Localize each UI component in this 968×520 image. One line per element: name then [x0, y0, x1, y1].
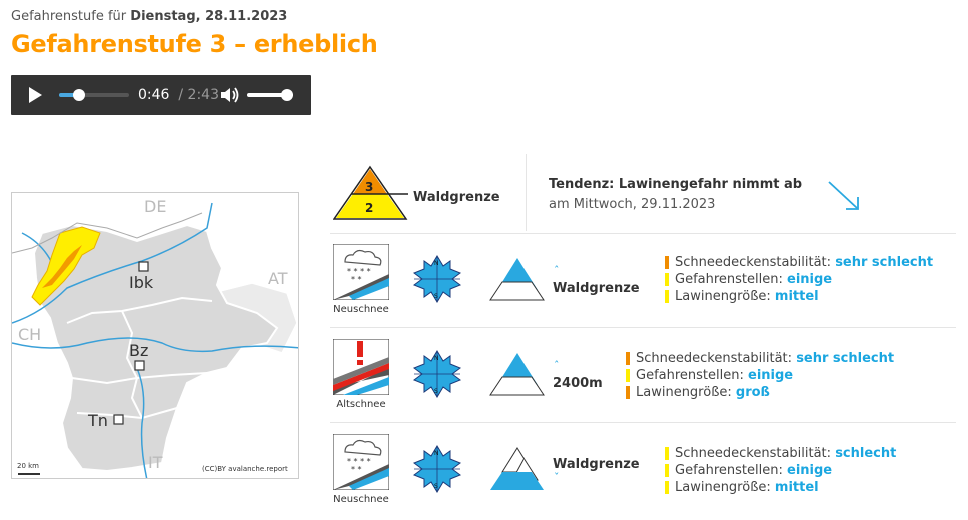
attr-size: Lawinengröße: mittel	[665, 479, 896, 496]
date-value: Dienstag, 28.11.2023	[130, 9, 288, 24]
seek-bar-knob[interactable]	[73, 89, 85, 101]
attr-size: Lawinengröße: mittel	[665, 288, 933, 305]
aspect-compass-icon	[412, 254, 462, 304]
problem-attributes	[665, 254, 933, 305]
svg-text:* *: * *	[351, 465, 362, 474]
svg-text:S: S	[434, 483, 438, 490]
arrow-down-right-icon	[826, 180, 862, 212]
region-map[interactable]	[11, 192, 299, 479]
new-snow-icon	[333, 244, 389, 300]
attr-color-bar	[626, 369, 630, 382]
map-label-tn: Tn	[88, 411, 108, 430]
new-snow-icon	[333, 434, 389, 490]
divider	[526, 154, 527, 231]
svg-text:* * * *: * * * *	[347, 457, 371, 466]
problem-type-label: Neuschnee	[333, 304, 389, 315]
persistent-weak-layer-icon	[333, 339, 389, 395]
elevation-above-icon	[488, 252, 546, 302]
problem-attributes	[665, 445, 896, 496]
time-separator: /	[178, 87, 184, 103]
map-credit: (CC)BY avalanche.report	[202, 465, 288, 473]
problem-elevation-label: 2400m	[553, 376, 603, 391]
region-map-graphic	[12, 193, 299, 479]
summary-elevation-label: Waldgrenze	[413, 190, 500, 205]
attr-color-bar	[665, 273, 669, 286]
map-label-at: AT	[268, 269, 288, 288]
caret-up-icon: ˆ	[554, 359, 560, 372]
audio-player	[11, 75, 311, 115]
attr-color-bar	[626, 386, 630, 399]
svg-text:N: N	[434, 450, 439, 457]
aspect-compass-icon	[412, 349, 462, 399]
total-time: 2:43	[187, 87, 219, 103]
map-label-ibk: Ibk	[129, 273, 154, 292]
play-icon[interactable]	[26, 86, 46, 104]
danger-level-upper: 3	[365, 180, 374, 194]
problem-row	[330, 434, 960, 520]
elevation-below-icon	[488, 442, 546, 492]
map-scale: 20 km	[17, 462, 40, 470]
attr-frequency: Gefahrenstellen: einige	[665, 462, 896, 479]
svg-text:S: S	[434, 388, 438, 395]
aspect-compass-icon	[412, 444, 462, 494]
attr-stability: Schneedeckenstabilität: schlecht	[665, 445, 896, 462]
attr-color-bar	[665, 464, 669, 477]
tendency-title: Tendenz: Lawinengefahr nimmt ab	[549, 177, 803, 192]
current-time: 0:46	[138, 87, 170, 103]
time-display	[138, 87, 219, 103]
volume-slider[interactable]	[247, 93, 293, 97]
city-marker-ibk	[139, 262, 148, 271]
problem-type-label: Neuschnee	[333, 494, 389, 505]
svg-text:S: S	[434, 293, 438, 300]
problem-row	[330, 244, 960, 332]
problem-elevation-label: Waldgrenze	[553, 457, 640, 472]
danger-level-lower: 2	[365, 201, 374, 215]
attr-color-bar	[665, 447, 669, 460]
problem-type-label: Altschnee	[336, 399, 386, 410]
attr-frequency: Gefahrenstellen: einige	[626, 367, 894, 384]
svg-text:* *: * *	[351, 275, 362, 284]
seek-bar[interactable]	[59, 93, 129, 97]
city-marker-tn	[114, 415, 123, 424]
attr-size: Lawinengröße: groß	[626, 384, 894, 401]
attr-color-bar	[665, 256, 669, 269]
problem-elevation-label: Waldgrenze	[553, 281, 640, 296]
divider	[330, 422, 956, 423]
attr-frequency: Gefahrenstellen: einige	[665, 271, 933, 288]
svg-text:N: N	[434, 260, 439, 267]
attr-color-bar	[665, 481, 669, 494]
map-label-it: IT	[148, 453, 163, 472]
attr-color-bar	[665, 290, 669, 303]
tendency-date: am Mittwoch, 29.11.2023	[549, 197, 716, 212]
date-line	[11, 9, 287, 24]
caret-down-icon: ˇ	[554, 471, 560, 484]
date-prefix: Gefahrenstufe für	[11, 9, 127, 24]
map-label-bz: Bz	[129, 341, 149, 360]
map-label-de: DE	[144, 197, 167, 216]
divider	[330, 233, 956, 234]
problem-row	[330, 339, 960, 427]
caret-up-icon: ˆ	[554, 264, 560, 277]
attr-stability: Schneedeckenstabilität: sehr schlecht	[626, 350, 894, 367]
attr-color-bar	[626, 352, 630, 365]
danger-level-headline: Gefahrenstufe 3 – erheblich	[11, 30, 378, 58]
elevation-above-icon	[488, 347, 546, 397]
svg-text:N: N	[434, 355, 439, 362]
city-marker-bz	[135, 361, 144, 370]
divider	[330, 327, 956, 328]
svg-text:* * * *: * * * *	[347, 267, 371, 276]
map-label-ch: CH	[18, 325, 42, 344]
volume-icon[interactable]	[220, 86, 240, 104]
attr-stability: Schneedeckenstabilität: sehr schlecht	[665, 254, 933, 271]
problem-attributes	[626, 350, 894, 401]
volume-knob[interactable]	[281, 89, 293, 101]
